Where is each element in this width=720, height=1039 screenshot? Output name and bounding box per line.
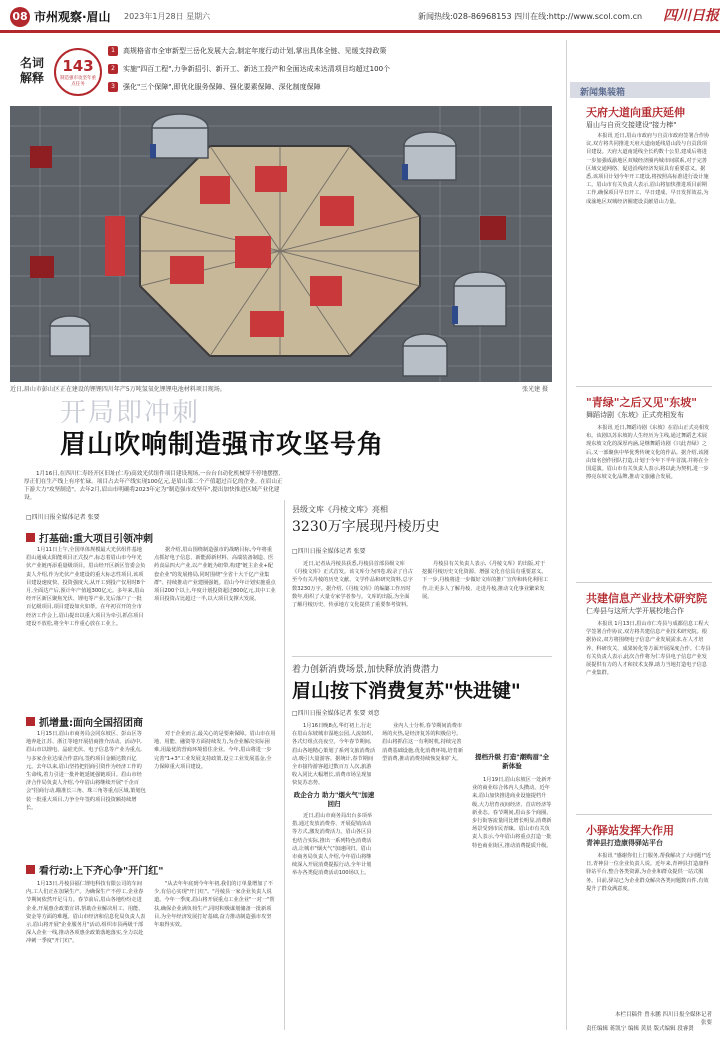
right-rule	[576, 582, 712, 583]
right-subhead-1: 眉山与自贡交接建设"接力棒"	[586, 121, 677, 129]
middle-minisub-2: 提档升级 打造"潮购眉"全新体验	[474, 753, 550, 770]
news-box-tag	[570, 82, 710, 98]
main-byline: □四川日报全媒体记者 张要	[26, 514, 100, 521]
right-rule	[576, 386, 712, 387]
right-body-1: 本报讯 近日,眉山市政府与自贡市政府签署合作协议,双方将共同推进天府大道南延线眉山段与自贡段项目建设。天府大道南延线全长约数十公里,建成后将进一步加强成渝地区双城经济圈内城市间联系,对于完善区域交通网络、促进沿线经济发展具有重要意义。据悉,该项目计划今年开工建设,将按照高标准进行设计施工。眉山市有关负责人表示,眉山将加快推进项目前期工作,确保项目早日开工、早日建成、早日发挥效益,为成渝地区双城经济圈建设贡献眉山力量。	[586, 133, 710, 205]
glossary-box	[10, 40, 552, 102]
editors-credit: 责任编辑 蒋凯宁 编辑 黄晨 版式编辑 段睿贤	[586, 1026, 694, 1032]
main-col-1a: 1月11日上午,全国单体规模最大光伏组件基地眉山通威太阳能项目正式投产,标志着眉山市今年光伏产业链再添重量级项目。眉山经开区新区管委会负责人介绍,作为光伏产业建设的重大标志性项目,该项目建设速度快、投资强度大,从开工到投产仅用时8个月,全面达产后,预计年产值超300亿元。多年来,眉山经开区新区聚焦光伏、锂电等产业,先后落户了一批百亿级项目,项目建设如火如荼。在年初召开的全市经济工作会上,眉山提出以重大项目为牵引,抓住项目建设不放松,将全年工作重心放在工业上。	[26, 547, 146, 627]
subhead-marker-icon	[26, 717, 35, 726]
glossary-title: 名词解释	[20, 56, 45, 85]
right-signoff: 本栏目稿件 曾永鹏 四川日报全媒体记者 张要	[615, 1012, 712, 1026]
page-header	[0, 0, 720, 30]
glossary-item	[108, 42, 548, 60]
middle-minisub-1: 政企合力 助力"烟火气"加速回归	[293, 791, 375, 808]
glossary-item-text: 强化"三个保障",即优化服务保障、强化要素保障、深化制度保障	[123, 83, 321, 91]
main-subhead-2	[26, 714, 143, 729]
middle-headline-2: 眉山按下消费复苏"快进键"	[292, 680, 521, 702]
construction-site-illustration	[10, 106, 552, 382]
middle-col-a: 近日,记者从丹棱县获悉,丹棱县首部县级文库《丹棱文库》正式首发。该文库分为四卷,收录了自古至今有关丹棱的历史文献、文学作品和研究资料,总字数3230万字。据介绍,《丹棱文库》的编纂工作历时数年,组织了大量专家学者参与。文库的出版,为全面了解丹棱历史、传承地方文化提供了重要参考资料。	[292, 561, 413, 609]
right-headline-2: "青绿"之后又见"东坡"	[586, 396, 697, 409]
glossary-badge-number: 143	[62, 57, 94, 75]
right-body-2: 本报讯 近日,舞蹈诗剧《东坡》在眉山正式亮相发布。该剧以苏东坡的人生经历为主线,通过舞蹈艺术展现东坡文化的深厚内涵,是继舞蹈诗剧《只此青绿》之后,又一部聚焦中华优秀传统文化的作品。据介绍,该剧由知名创作团队打造,计划于今年下半年首演,并将在全国巡演。眉山市有关负责人表示,将以此为契机,进一步擦亮东坡文化品牌,推动文旅融合发展。	[586, 425, 710, 481]
middle-col-e: 业内人士分析,春节期间消费市场的火热,是经济复苏的积极信号。眉山将抓住这一有利时机,持续完善消费基础设施,优化消费环境,培育新型消费,推动消费持续恢复和扩大。	[382, 723, 464, 762]
right-subhead-4: 青神县打造康得驿站平台	[586, 839, 663, 847]
column-divider	[566, 40, 567, 1030]
middle-col-c: 1月16日晚8点,华灯初上,行走在眉山东坡城市湿地公园,人流如织,各式灯组点亮夜空。今年春节期间,眉山各地精心策划了系列文旅消费活动,吸引大量游客。据统计,春节期间全市接待游客超过数百万人次,旅游收入同比大幅增长,消费市场呈现加快复苏态势。	[292, 723, 376, 786]
main-subhead-3-text: 看行动:上下齐心争"开门红"	[39, 866, 164, 877]
main-subhead-1	[26, 530, 153, 545]
main-subhead-2-text: 抓增量:面向全国招团商	[39, 718, 143, 729]
middle-kicker-2: 着力创新消费场景,加快释放消费潜力	[292, 665, 439, 675]
glossary-badge	[54, 48, 102, 96]
main-col-2b: 对于企业而言,最关心的是要素保障。眉山市在用地、用能、融资等方面持续发力,为企业解决实际困难,用最优的营商环境留住企业。今年,眉山将进一步完善"1+3"工业发展支持政策,设立工业发展基金,全力保障重大项目建设。	[154, 731, 276, 770]
glossary-item	[108, 78, 548, 96]
newspaper-logo: 四川日报	[663, 8, 719, 24]
section-title: 市州观察·眉山	[34, 10, 111, 24]
glossary-item	[108, 60, 548, 78]
middle-byline: □四川日报全媒体记者 张要	[292, 548, 366, 555]
middle-col-d: 近日,眉山市商务局出台多项举措,通过发放消费券、开展促销活动等方式,激发消费活力。眉山各区县也结合实际,推出一系列特色消费活动,让城市"烟火气"加速回归。眉山市商务局负责人介绍,今年眉山将继续深入开展消费提振行动,全年计划举办各类促消费活动100场以上。	[292, 813, 373, 877]
main-kicker: 开局即冲刺	[60, 398, 201, 428]
main-lead: 1月16日,在四川仁寿经开区旧址(仁寿)高效光伏组件项目建设现场,一台台自动化机械穿不停地摆摆,厚正们在生产线上有序忙碌。项目占去年产线实现100亿元,是眉山第二个产值超过百亿的企业。在眉山正下游大力"攻坚制造"。去年2月,眉山市明确将2023年定为"制造强市攻坚年",提出加快推进区域产业化建设。	[24, 471, 283, 501]
main-col-1b: 1月15日,眉山市商务局会同东坡区、彭山区等地奔赴江苏、浙江等地开展招商推介活动。活动中,眉山市以锂电、晶硅光伏、电子信息等产业为重点,与多家企业达成合作意向,签约项目金额达数百亿元。去年以来,眉山坚持把招商引资作为经济工作的生命线,着力引进一批补链延链强链项目。眉山市经济合作局负责人介绍,今年眉山将继续开展"千企百会"招商行动,瞄准长三角、珠三角等重点区域,策划包装一批重大项目,力争全年签约项目投资额持续增长。	[26, 731, 146, 811]
middle-col-f: 1月19日,眉山东坡区一处新开业的商业综合体内人头攒动。近年来,眉山加快推进商业设施提档升级,大力培育夜间经济、首店经济等新业态。春节期间,眉山多个商圈、步行街客流量同比增长明显,消费新场景受到市民青睐。眉山市有关负责人表示,今年眉山将重点打造一批特色商业街区,推动消费提质升级。	[472, 777, 552, 849]
right-subhead-3: 仁寿县与这所大学开展校地合作	[586, 607, 684, 615]
middle-kicker: 县级文库《丹棱文库》亮相	[292, 505, 388, 514]
issue-date: 2023年1月28日 星期六	[124, 12, 211, 21]
main-subhead-1-text: 打基础:重大项目引领冲刺	[39, 534, 153, 545]
contact-info: 新闻热线:028-86968153 四川在线:http://www.scol.com.cn	[418, 12, 643, 21]
news-box-tag-text: 新闻集装箱	[580, 88, 626, 98]
middle-byline-2: □四川日报全媒体记者 张要 刘恋	[292, 710, 380, 717]
glossary-item-text: 实施"四百工程",力争新招引、新开工、新达工投产和全面达成未达清项目均超过100个	[123, 65, 391, 73]
header-rule	[0, 30, 720, 33]
right-body-4: 本报讯 "感谢你们上门服务,帮我解决了大问题!"近日,青神县一位企业负责人说。近年来,青神县打造康得驿站平台,整合各类资源,为企业和群众提供一站式服务。目前,驿站已为企业群众解决各类问题数百件,有效提升了群众满意度。	[586, 853, 711, 892]
right-headline-3: 共建信息产业技术研究院	[586, 592, 707, 605]
glossary-item-text: 高规格省市全审新型三岳化发展大会,制定年度行动计划,掌出具体全链、见缓支持政策	[123, 47, 387, 55]
main-col-2a: 据介绍,眉山围绕制造强市的战略目标,今年将重点抓好电子信息、新能源新材料、高端装备制造、医药食品四大产业,以产业链为纽带,构建"链主企业+配套企业"的发展格局,同时围绕"全省十大千亿产业集群"、持续推动产业建圈强链。眉山今年计划实施重点项目200个以上,年度计划投资超过800亿元,其中工业项目投资占比超过一半,以大项目支撑大发展。	[154, 547, 276, 603]
column-divider	[284, 500, 285, 1030]
right-body-3: 本报讯 1月13日,眉山市仁寿县与成都信息工程大学签署合作协议,双方将共建信息产业技术研究院。根据协议,双方将围绕电子信息产业发展需求,在人才培养、科研攻关、成果转化等方面开展深度合作。仁寿县有关负责人表示,此次合作将为仁寿县电子信息产业发展提供有力的人才和技术支撑,助力当地打造电子信息产业集群。	[586, 621, 711, 677]
section-divider	[292, 656, 552, 657]
right-headline-4: 小驿站发挥大作用	[586, 824, 674, 837]
glossary-item-index: 1	[108, 46, 118, 56]
page-number: 08	[10, 7, 30, 27]
subhead-marker-icon	[26, 865, 35, 874]
middle-col-b: 丹棱县有关负责人表示,《丹棱文库》的出版,对于挖掘丹棱历史文化资源、增强文化自信具有重要意义。下一步,丹棱将进一步做好文库的推广宣传和转化利用工作,让更多人了解丹棱、走进丹棱,推动文化事业繁荣发展。	[422, 561, 549, 600]
right-headline-1: 天府大道向重庆延伸	[586, 106, 685, 119]
right-rule	[576, 814, 712, 815]
right-subhead-2: 舞蹈诗剧《东坡》正式亮相发布	[586, 411, 684, 419]
main-col-1c: 1月13日,丹棱县福仁锂电科技有限公司的车间内,工人们正在加紧生产。为确保生产不停工,企业春节期间依然开足马力。春节前后,眉山各地纷纷走进企业,开展惠企政策宣讲,帮助企业解决用工、用能、资金等方面的难题。眉山市经济和信息化局负责人表示,眉山将开展"企业服务月"活动,组织市县两级干部深入企业一线,推动各项惠企政策落地落实,全力以赴冲刺一季度"开门红"。	[26, 881, 146, 945]
photo-credit: 张光建 摄	[522, 386, 548, 393]
glossary-list	[108, 42, 548, 96]
main-col-2c: "从去年年底到今年年初,我们的订单量增加了不少,有信心实现"开门红"。"丹棱县一家企业负责人说道。今年一季度,眉山将开展重点工业企业"一对一"帮扶,确保企业满负荷生产,同时积极谋划储备一批新项目,为全年经济发展打好基础,奋力推动制造强市攻坚年取得实效。	[154, 881, 275, 929]
glossary-item-index: 3	[108, 82, 118, 92]
glossary-badge-text: 制造强市攻坚年重点任务	[60, 76, 96, 87]
main-subhead-3	[26, 862, 163, 877]
glossary-item-index: 2	[108, 64, 118, 74]
main-headline: 眉山吹响制造强市攻坚号角	[60, 430, 385, 460]
photo-caption-text: 近日,眉山市彭山区正在建设的锂锂四川年产5万吨氢氧化锂锂电池材料项目现场。	[10, 386, 226, 393]
subhead-marker-icon	[26, 533, 35, 542]
construction-site-photo	[10, 106, 552, 382]
middle-headline: 3230万字展现丹棱历史	[292, 519, 440, 535]
